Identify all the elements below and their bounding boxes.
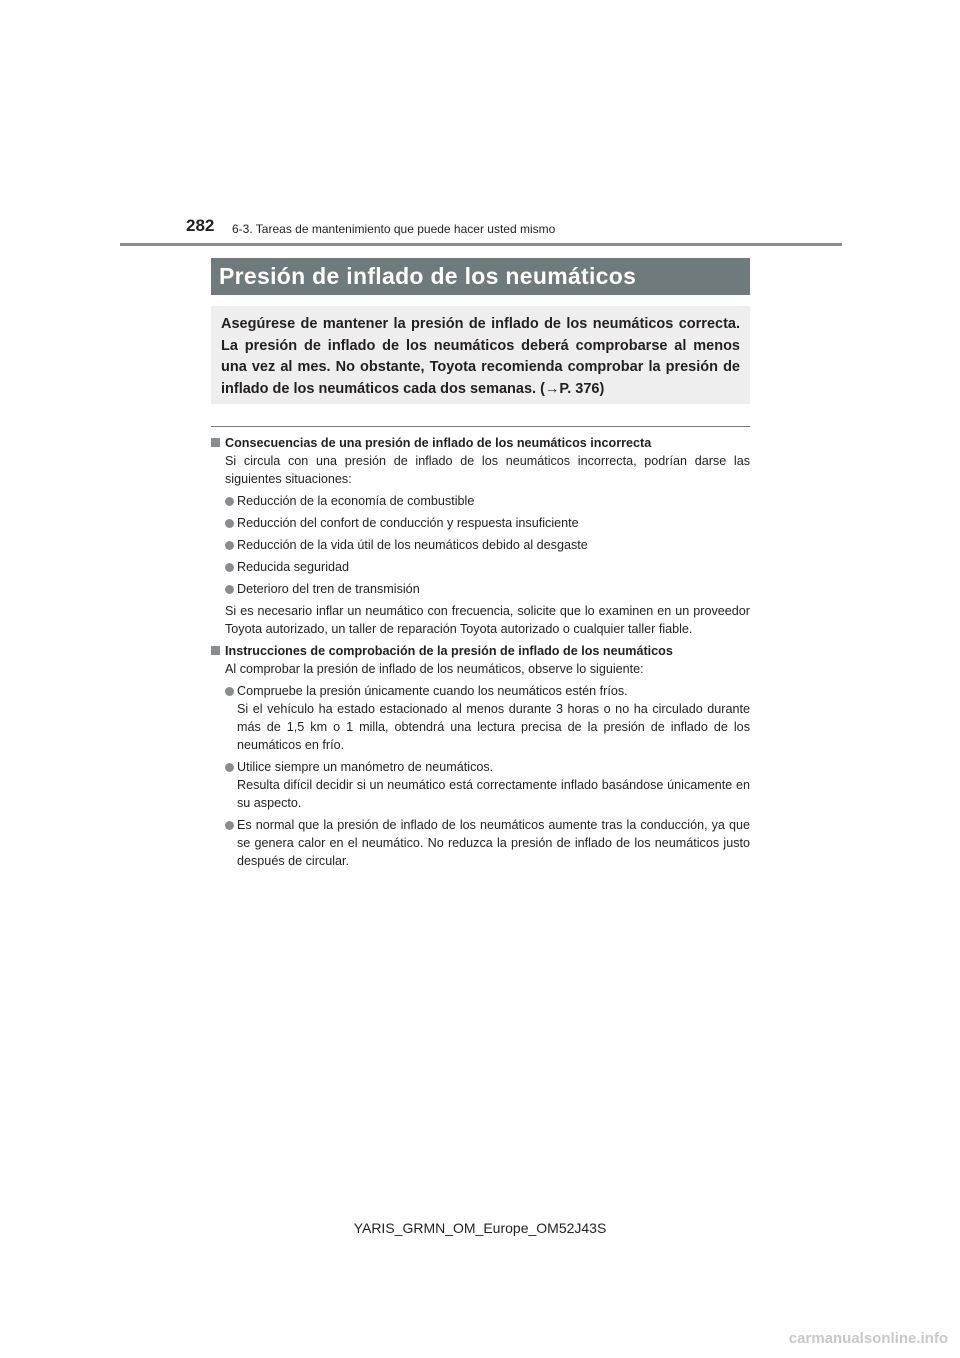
square-bullet-icon (211, 646, 220, 655)
section-lead: Si circula con una presión de inflado de los neumáticos incorrecta, podrían darse las siguientes situaciones: (225, 454, 750, 486)
circle-bullet-icon (225, 821, 234, 830)
list-item-text: Reducción de la vida útil de los neumáticos debido al desgaste (237, 538, 588, 552)
list-item (225, 682, 750, 754)
page-title-bar (211, 258, 750, 295)
circle-bullet-icon (225, 563, 234, 572)
list-item-detail: Resulta difícil decidir si un neumático está correctamente inflado basándose únicamente en su aspecto. (237, 778, 750, 810)
section-divider (211, 426, 750, 427)
list-item (225, 536, 750, 554)
list-item (225, 514, 750, 532)
section-heading (211, 642, 750, 660)
section-reference: 6-3. Tareas de mantenimiento que puede hacer usted mismo (232, 222, 556, 236)
list-item-text: Reducida seguridad (237, 560, 350, 574)
list-item (225, 816, 750, 870)
list-item-text: Es normal que la presión de inflado de los neumáticos aumente tras la conducción, ya que se genera calor en el neumático. No reduzca la presión de inflado de los neumáticos justo después de circular. (237, 818, 750, 868)
list-item (225, 758, 750, 812)
section-closing: Si es necesario inflar un neumático con frecuencia, solicite que lo examinen en un proveedor Toyota autorizado, un taller de reparación Toyota autorizado o cualquier taller fiable. (225, 604, 750, 636)
watermark-text: carmanualsonline.info (788, 1330, 948, 1347)
circle-bullet-icon (225, 541, 234, 550)
list-item-text: Reducción del confort de conducción y respuesta insuficiente (237, 516, 579, 530)
circle-bullet-icon (225, 763, 234, 772)
list-item-text: Utilice siempre un manómetro de neumáticos. (237, 760, 494, 774)
circle-bullet-icon (225, 497, 234, 506)
header-divider (120, 243, 842, 246)
list-item-text: Deterioro del tren de transmisión (237, 582, 420, 596)
list-item (225, 580, 750, 598)
intro-box (211, 306, 750, 404)
page-title: Presión de inflado de los neumáticos (219, 263, 637, 289)
page-number: 282 (186, 216, 215, 235)
document-code: YARIS_GRMN_OM_Europe_OM52J43S (353, 1220, 607, 1236)
list-item (225, 558, 750, 576)
circle-bullet-icon (225, 519, 234, 528)
list-item-text: Reducción de la economía de combustible (237, 494, 475, 508)
section-heading (211, 434, 750, 452)
list-item-text: Compruebe la presión únicamente cuando los neumáticos estén fríos. (237, 684, 628, 698)
section-heading-text: Consecuencias de una presión de inflado de los neumáticos incorrecta (225, 436, 652, 450)
list-item (225, 492, 750, 510)
list-item-detail: Si el vehículo ha estado estacionado al menos durante 3 horas o no ha circulado durante más de 1,5 km o 1 milla, obtendrá una lectura precisa de la presión de inflado de los neumáticos en frío. (237, 702, 750, 752)
main-content (211, 434, 750, 874)
circle-bullet-icon (225, 687, 234, 696)
circle-bullet-icon (225, 585, 234, 594)
intro-text: Asegúrese de mantener la presión de inflado de los neumáticos correcta. La presión de inflado de los neumáticos deberá comprobarse al menos una vez al mes. No obstante, Toyota recomienda comprobar la presión de inflado de los neumáticos cada dos semanas. (→P. 376) (221, 316, 740, 397)
square-bullet-icon (211, 438, 220, 447)
section-lead: Al comprobar la presión de inflado de los neumáticos, observe lo siguiente: (225, 662, 644, 676)
section-heading-text: Instrucciones de comprobación de la presión de inflado de los neumáticos (225, 644, 673, 658)
